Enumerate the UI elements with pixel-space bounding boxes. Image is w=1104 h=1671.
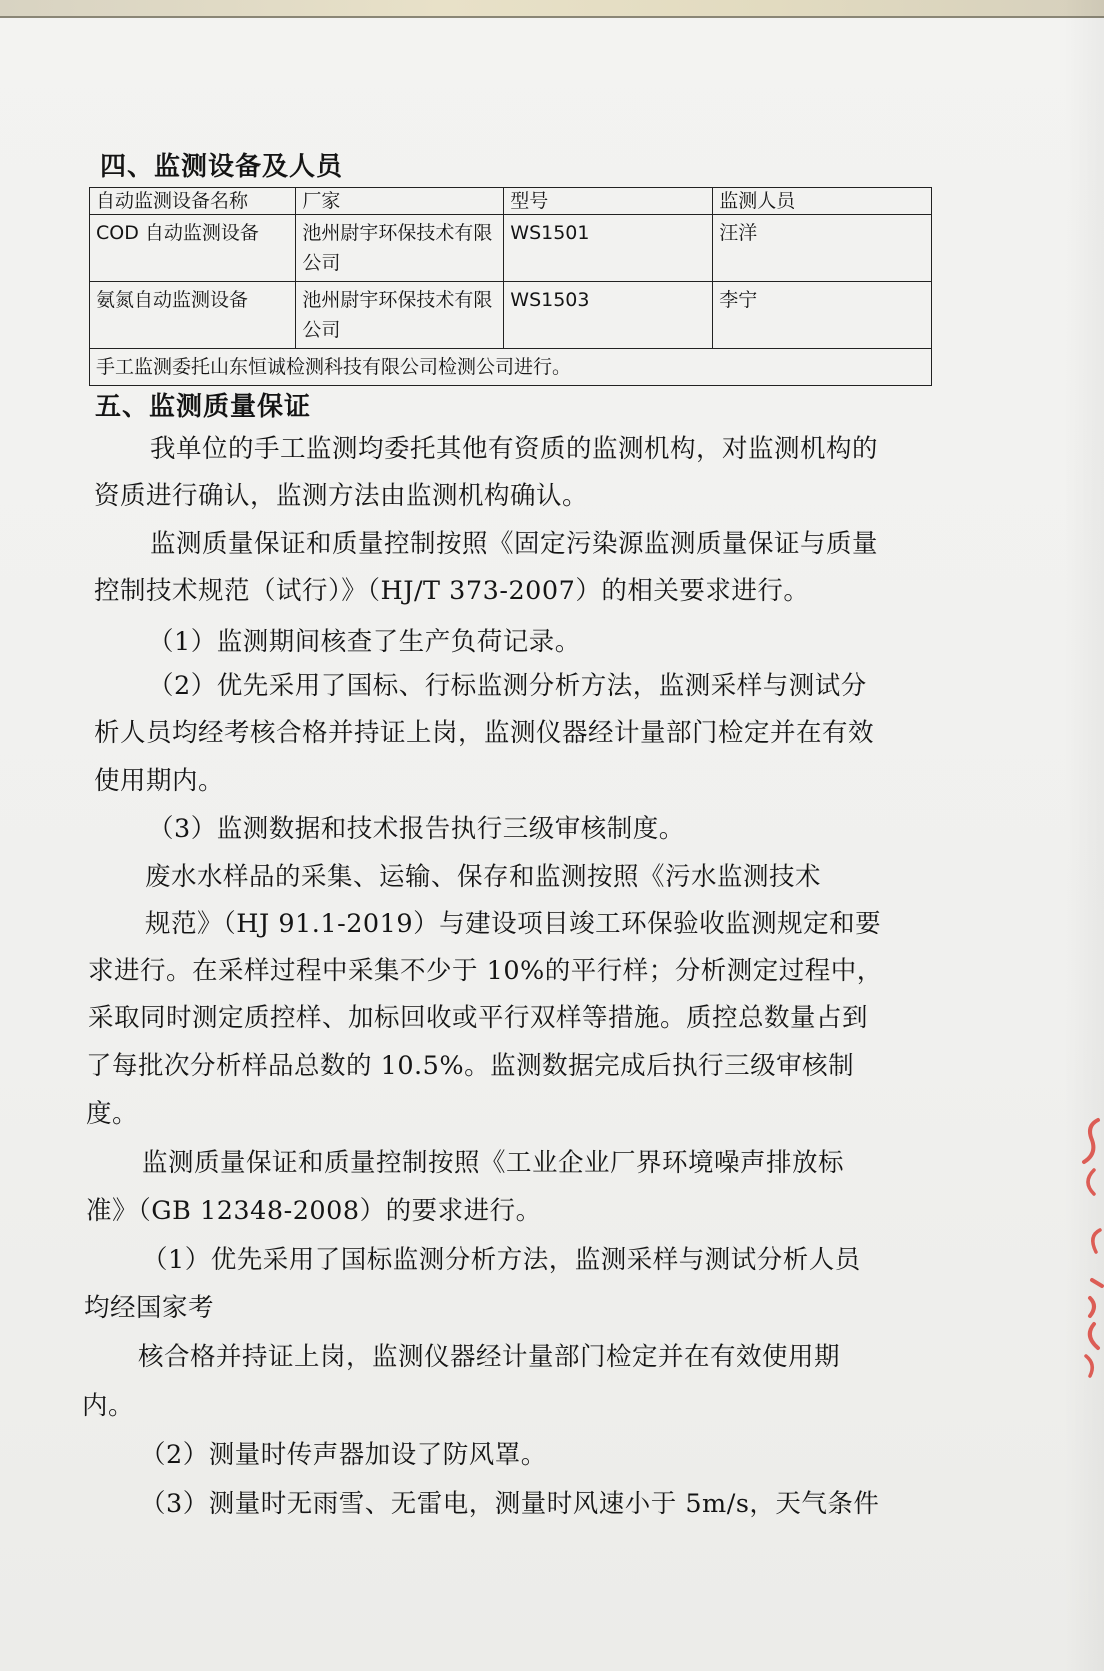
header-model: 型号 [504, 188, 713, 215]
body-line: 析人员均经考核合格并持证上岗，监测仪器经计量部门检定并在有效 [94, 718, 875, 748]
body-line: 监测质量保证和质量控制按照《工业企业厂界环境噪声排放标 [142, 1148, 845, 1178]
body-line: （2）测量时传声器加设了防风罩。 [140, 1440, 547, 1470]
header-manufacturer: 厂家 [296, 188, 504, 215]
cell-device-name: COD 自动监测设备 [90, 215, 296, 282]
cell-model: WS1503 [504, 282, 713, 349]
table-row [90, 215, 932, 282]
body-line: 均经国家考 [84, 1293, 215, 1323]
body-line: 度。 [86, 1099, 139, 1129]
body-line: 使用期内。 [94, 766, 225, 796]
body-line: （3）测量时无雨雪、无雷电，测量时风速小于 5m/s，天气条件 [140, 1489, 880, 1519]
cell-device-name: 氨氮自动监测设备 [90, 282, 296, 349]
body-line: 准》（GB 12348-2008）的要求进行。 [86, 1196, 542, 1226]
body-line: （1）优先采用了国标监测分析方法，监测采样与测试分析人员 [142, 1245, 861, 1275]
body-line: （3）监测数据和技术报告执行三级审核制度。 [148, 814, 685, 844]
body-line: 采取同时测定质控样、加标回收或平行双样等措施。质控总数量占到 [88, 1003, 869, 1033]
equipment-table [89, 187, 932, 386]
header-personnel: 监测人员 [713, 188, 932, 215]
red-seal-fragment [1064, 1110, 1104, 1380]
cell-manufacturer: 池州尉宇环保技术有限公司 [296, 282, 504, 349]
cell-personnel: 汪洋 [713, 215, 932, 282]
body-line: 规范》（HJ 91.1-2019）与建设项目竣工环保验收监测规定和要 [145, 909, 882, 939]
body-line: 求进行。在采样过程中采集不少于 10%的平行样；分析测定过程中， [88, 956, 883, 986]
body-line: 我单位的手工监测均委托其他有资质的监测机构，对监测机构的 [150, 434, 879, 464]
body-line: 废水水样品的采集、运输、保存和监测按照《污水监测技术 [145, 862, 822, 892]
table-row [90, 282, 932, 349]
body-line: 核合格并持证上岗，监测仪器经计量部门检定并在有效使用期 [138, 1342, 841, 1372]
body-line: 内。 [82, 1391, 135, 1421]
body-line: 资质进行确认，监测方法由监测机构确认。 [94, 481, 589, 511]
cell-model: WS1501 [504, 215, 713, 282]
body-line: 监测质量保证和质量控制按照《固定污染源监测质量保证与质量 [150, 529, 879, 559]
header-device-name: 自动监测设备名称 [90, 188, 296, 215]
section4-title: 四、监测设备及人员 [100, 152, 344, 182]
table-note: 手工监测委托山东恒诚检测科技有限公司检测公司进行。 [90, 349, 932, 386]
body-line: 了每批次分析样品总数的 10.5%。监测数据完成后执行三级审核制 [86, 1051, 855, 1081]
cell-manufacturer: 池州尉宇环保技术有限公司 [296, 215, 504, 282]
scan-right-shadow [1064, 0, 1104, 1671]
body-line: 控制技术规范（试行）》（HJ/T 373-2007）的相关要求进行。 [94, 576, 810, 606]
body-line: （1）监测期间核查了生产负荷记录。 [148, 627, 581, 657]
cell-personnel: 李宁 [713, 282, 932, 349]
scan-top-edge [0, 0, 1104, 18]
section5-title: 五、监测质量保证 [95, 392, 312, 422]
body-line: （2）优先采用了国标、行标监测分析方法，监测采样与测试分 [148, 671, 867, 701]
table-note-row [90, 349, 932, 386]
table-header-row [90, 188, 932, 215]
